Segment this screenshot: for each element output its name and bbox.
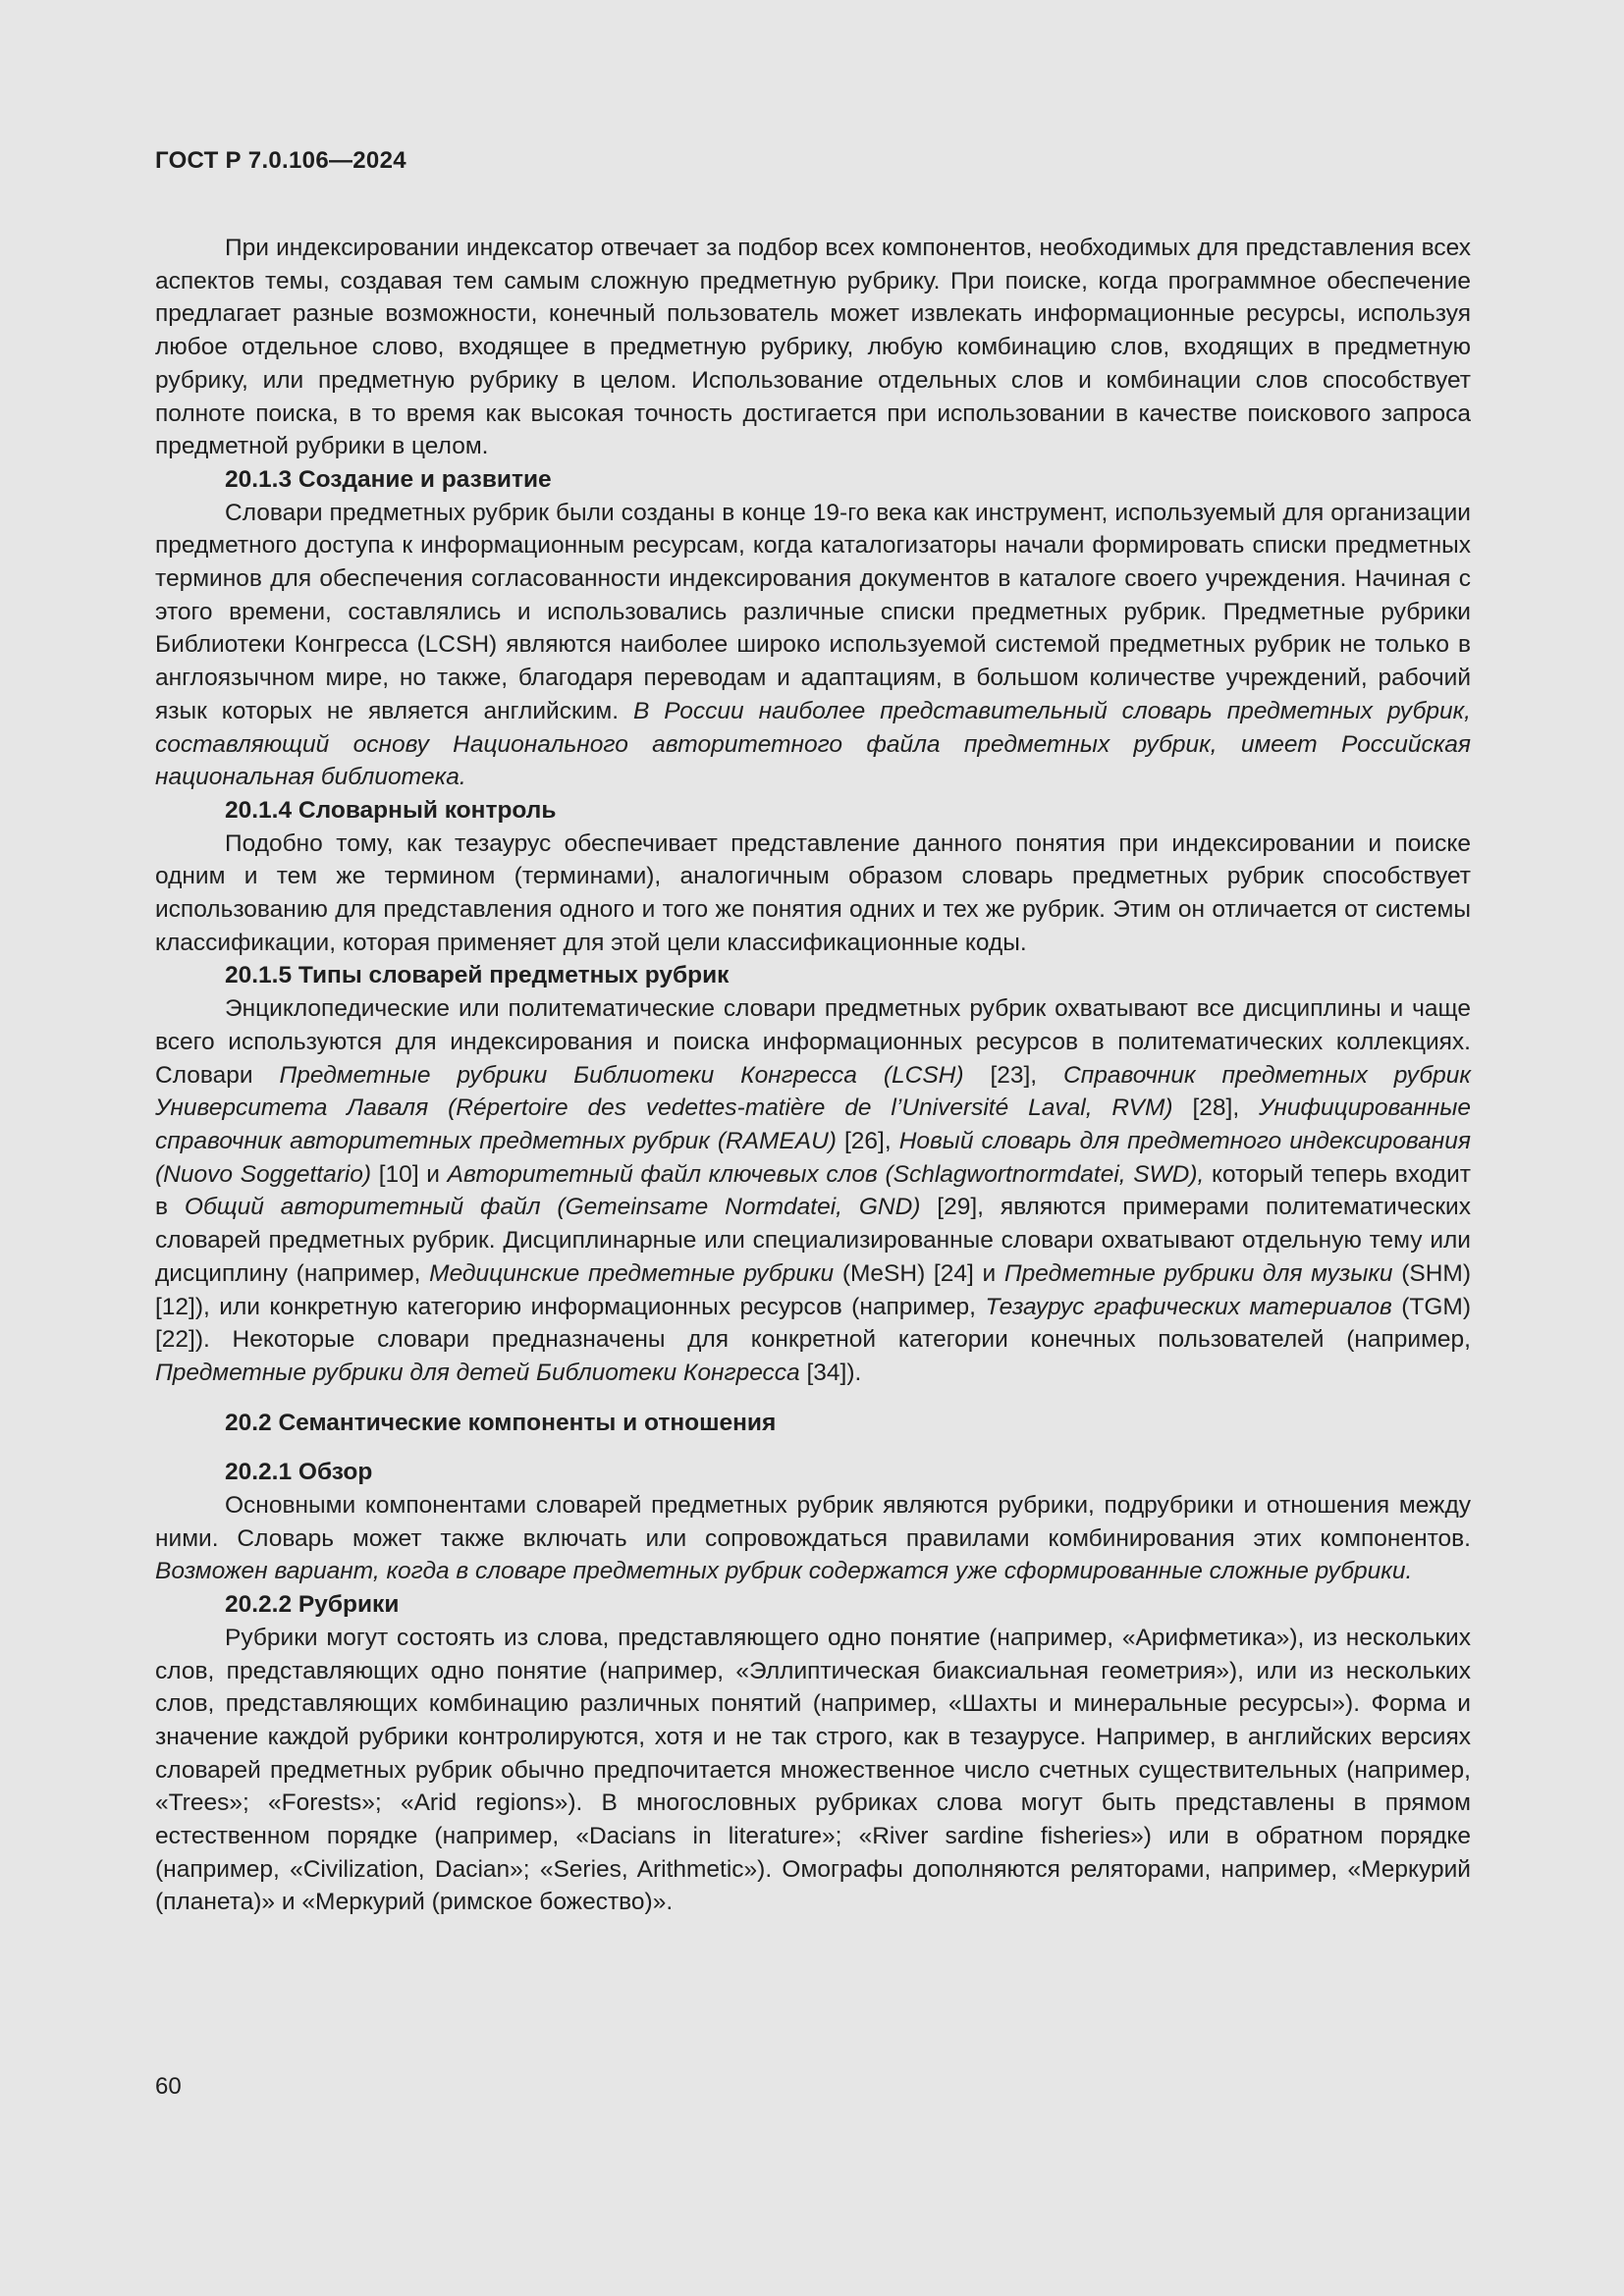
heading-20-2-1: 20.2.1 Обзор [225,1459,373,1486]
paragraph-types-run: (SHM) [12]), или конкретную категорию информационных ресурсов (например, [155,1259,1471,1320]
paragraph-types-italic-run: Медицинские предметные рубрики [429,1259,835,1287]
paragraph-overview-italic: Возможен вариант, когда в словаре предметных рубрик содержатся уже сформированные сложные рубрики. [155,1558,1413,1585]
paragraph-types-italic-run: Тезаурус графических материалов [985,1293,1392,1320]
paragraph-types-italic-run: Предметные рубрики Библиотеки Конгресса (LCSH) [279,1061,964,1089]
heading-20-2: 20.2 Семантические компоненты и отношения [225,1409,777,1436]
paragraph-types-italic-run: Предметные рубрики для детей Библиотеки Конгресса [155,1359,800,1386]
paragraph-types [155,992,1471,1389]
paragraph-creation-text: Словари предметных рубрик были созданы в конце 19-го века как инструмент, используемый для организации предметного доступа к информационным ресурсам, когда каталогизаторы начали формировать списки предметных терминов для обеспечения согласованности индексирования документов в каталоге своего учреждения. Начиная с этого времени, составлялись и использовались различные списки предметных рубрик. Предметные рубрики Библиотеки Конгресса (LCSH) являются наиболее широко используемой системой предметных рубрик не только в англоязычном мире, но также, благодаря переводам и адаптациям, в большом количестве учреждений, рабочий язык которых не является английским. [155,499,1471,724]
paragraph-indexing: При индексировании индексатор отвечает за подбор всех компонентов, необходимых для представления всех аспектов темы, создавая тем самым сложную предметную рубрику. При поиске, когда программное обеспечение предлагает разные возможности, конечный пользователь может извлекать информационные ресурсы, используя любое отдельное слово, входящее в предметную рубрику, любую комбинацию слов, входящих в предметную рубрику, или предметную рубрику в целом. Использование отдельных слов и комбинации слов способствует полноте поиска, в то время как высокая точность достигается при использовании в качестве поискового запроса предметной рубрики в целом. [155,235,1471,460]
paragraph-types-italic-run: Унифицированные справочник авторитетных предметных рубрик (RAMEAU) [155,1095,1471,1154]
heading-20-1-4: 20.1.4 Словарный контроль [225,796,557,824]
paragraph-types-italic-run: Предметные рубрики для музыки [1003,1259,1393,1287]
paragraph-types-italic-run: Общий авторитетный файл (Gemeinsame Normdatei, GND) [184,1194,921,1221]
paragraph-types-italic-run: Справочник предметных рубрик Университета Лаваля (Répertoire des vedettes-matière de l’Université Laval, RVM) [155,1061,1471,1122]
paragraph-types-run: который теперь входит в [155,1160,1471,1221]
paragraph-types-run: (MeSH) [24] и [834,1259,1004,1287]
paragraph-types-run: [34]). [799,1359,862,1386]
paragraph-types-run: [26], [836,1127,899,1154]
paragraph-types-run: (TGM) [22]). Некоторые словари предназначены для конкретной категории конечных пользователей (например, [155,1293,1472,1354]
paragraph-types-run: [23], [963,1061,1064,1089]
paragraph-types-run: Энциклопедические или политематические словари предметных рубрик охватывают все дисциплины и чаще всего используются для индексирования и поиска информационных ресурсов в политематических коллекциях. Словари [155,995,1471,1089]
paragraph-vocabulary-control: Подобно тому, как тезаурус обеспечивает представление данного понятия при индексировании и поиске одним и тем же термином (терминами), аналогичным образом словарь предметных рубрик способствует использованию для представления одного и того же понятия одних и тех же рубрик. Этим он отличается от системы классификации, которая применяет для этой цели классификационные коды. [155,829,1471,956]
paragraph-overview [155,1489,1471,1588]
paragraph-types-italic-run: Авторитетный файл ключевых слов (Schlagwortnormdatei, SWD), [447,1160,1205,1188]
paragraph-types-run: [29], являются примерами политематических словарей предметных рубрик. Дисциплинарные или специализированные словари охватывают отдельную тему или дисциплину (например, [155,1194,1471,1287]
heading-20-1-3: 20.1.3 Создание и развитие [225,465,552,493]
document-header: ГОСТ Р 7.0.106—2024 [155,147,406,174]
heading-20-1-5: 20.1.5 Типы словарей предметных рубрик [225,962,730,989]
paragraph-types-run: [10] и [371,1160,448,1188]
document-page [155,147,1471,1919]
paragraph-headings: Рубрики могут состоять из слова, представляющего одно понятие (например, «Арифметика»), из нескольких слов, представляющих одно понятие (например, «Эллиптическая биаксиальная геометрия»), или из нескольких слов, представляющих комбинацию различных понятий (например, «Шахты и минеральные ресурсы»). Форма и значение каждой рубрики контролируются, хотя и не так строго, как в тезаурусе. Например, в английских версиях словарей предметных рубрик обычно предпочитается множественное число счетных существительных (например, «Trees»; «Forests»; «Arid regions»). В многословных рубриках слова могут быть представлены в прямом естественном порядке (например, «Dacians in literature»; «River sardine fisheries») или в обратном порядке (например, «Civilization, Dacian»; «Series, Arithmetic»). Омографы дополняются реляторами, например, «Меркурий (планета)» и «Меркурий (римское божество)». [155,1624,1471,1916]
paragraph-creation-italic: В России наиболее представительный словарь предметных рубрик, составляющий основу Национального авторитетного файла предметных рубрик, имеет Российская национальная библиотека. [155,697,1471,791]
heading-20-2-2: 20.2.2 Рубрики [225,1591,400,1619]
paragraph-types-italic-run: Новый словарь для предметного индексирования (Nuovo Soggettario) [155,1127,1471,1188]
paragraph-types-run: [28], [1172,1095,1260,1122]
paragraph-creation [155,497,1471,794]
paragraph-overview-text: Основными компонентами словарей предметных рубрик являются рубрики, подрубрики и отношения между ними. Словарь может также включать или сопровождаться правилами комбинирования этих компонентов. [155,1492,1471,1552]
page-number: 60 [155,2073,182,2100]
